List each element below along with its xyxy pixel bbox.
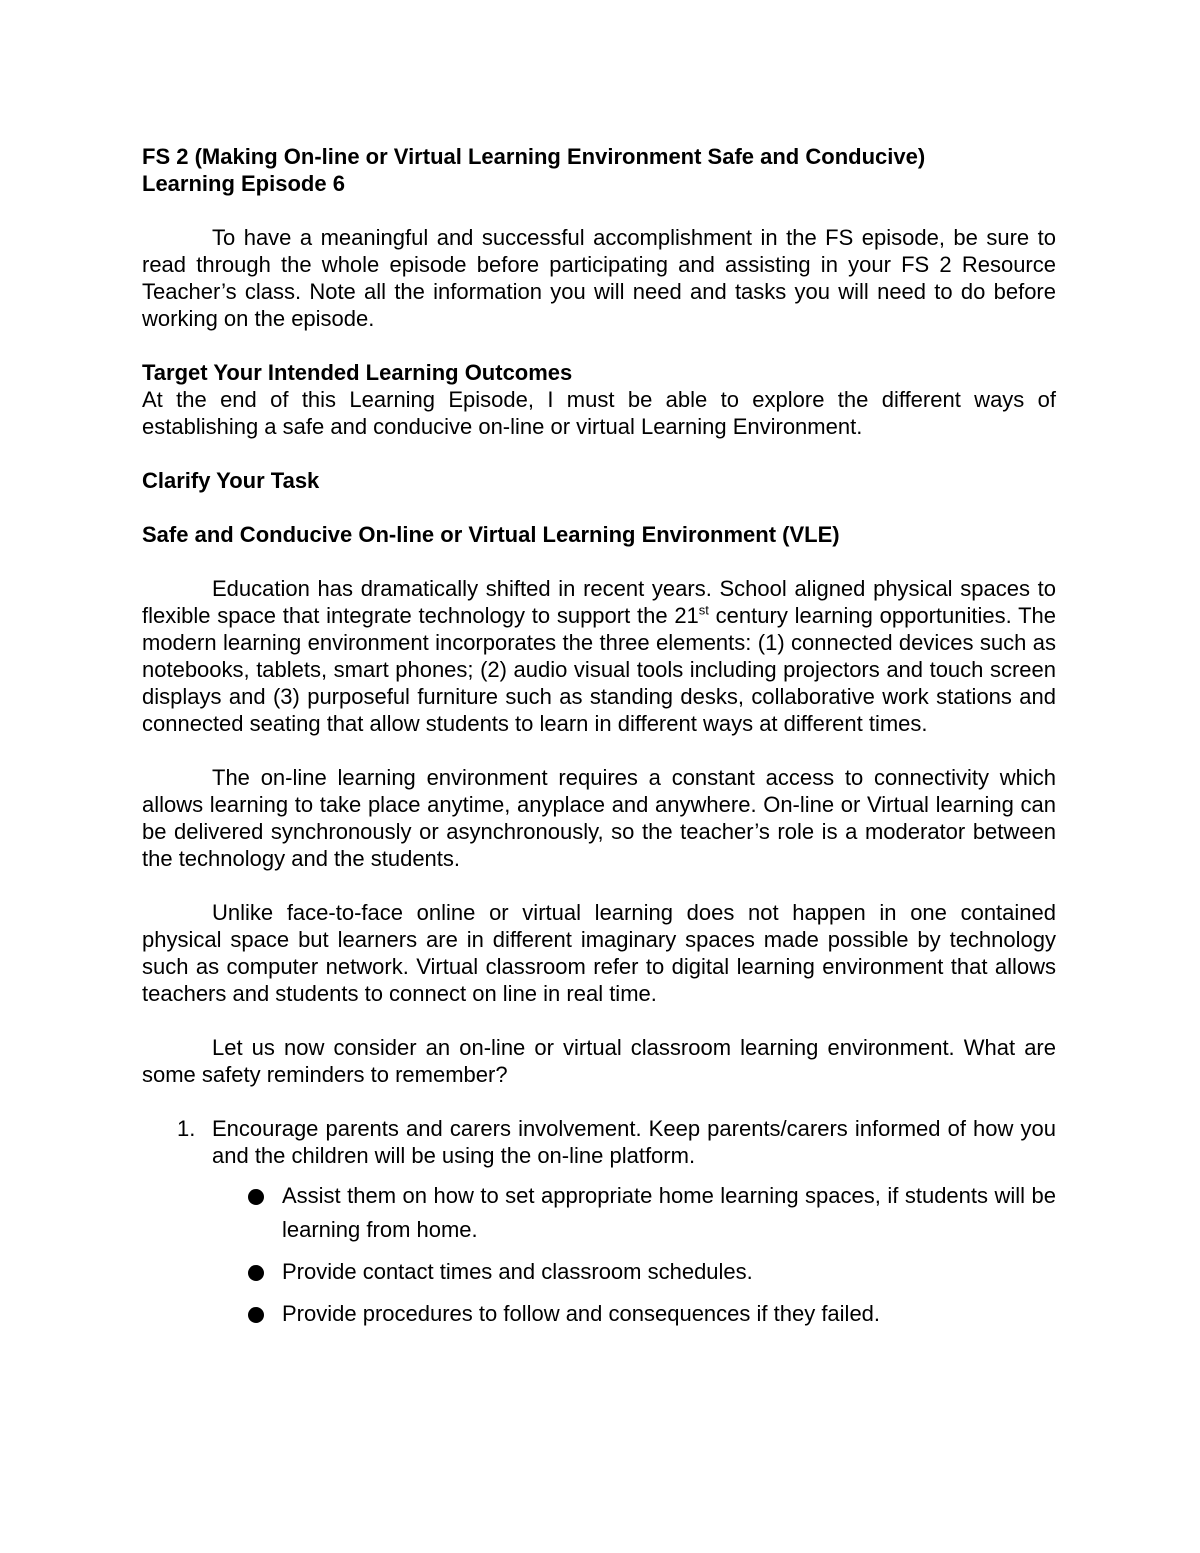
intro-paragraph: To have a meaningful and successful accomplishment in the FS episode, be sure to read through the whole episode before participating and assisting in your FS 2 Resource Teacher’s class. Note all the information you will need and tasks you will need to do before working on the episode.	[142, 225, 1056, 331]
bullet-text: Assist them on how to set appropriate home learning spaces, if students will be learning from home.	[282, 1183, 1056, 1242]
reminders-list	[142, 1115, 1056, 1169]
document-title: FS 2 (Making On-line or Virtual Learning Environment Safe and Conducive)	[142, 144, 926, 169]
reminder-sub-bullets	[142, 1179, 1056, 1331]
vle-paragraph-4: Let us now consider an on-line or virtual classroom learning environment. What are some safety reminders to remember?	[142, 1035, 1056, 1087]
reminder-number: 1.	[177, 1116, 196, 1141]
vle-paragraph-3: Unlike face-to-face online or virtual learning does not happen in one contained physical space but learners are in different imaginary spaces made possible by technology such as computer network. Virtual classroom refer to digital learning environment that allows teachers and students to connect on line in real time.	[142, 900, 1056, 1006]
outcomes-heading: Target Your Intended Learning Outcomes	[142, 360, 573, 385]
outcomes-text: At the end of this Learning Episode, I must be able to explore the different ways of establishing a safe and conducive on-line or virtual Learning Environment.	[142, 387, 1056, 439]
task-heading: Clarify Your Task	[142, 468, 320, 493]
bullet-dot-icon	[248, 1189, 264, 1205]
bullet-text: Provide contact times and classroom schedules.	[282, 1259, 753, 1284]
document-content	[142, 143, 1056, 1339]
reminder-text: Encourage parents and carers involvement. Keep parents/carers informed of how you and the children will be using the on-line platform.	[212, 1116, 1056, 1168]
bullet-item	[142, 1297, 1056, 1331]
bullet-text: Provide procedures to follow and consequences if they failed.	[282, 1301, 881, 1326]
reminder-item-1	[142, 1115, 1056, 1169]
vle-paragraph-2: The on-line learning environment requires a constant access to connectivity which allows learning to take place anytime, anyplace and anywhere. On-line or Virtual learning can be delivered synchronously or asynchronously, so the teacher’s role is a moderator between the technology and the students.	[142, 765, 1056, 871]
bullet-dot-icon	[248, 1265, 264, 1281]
bullet-item	[142, 1179, 1056, 1247]
episode-subtitle: Learning Episode 6	[142, 171, 345, 196]
bullet-dot-icon	[248, 1307, 264, 1323]
vle-paragraph-1-start: Education has dramatically shifted in recent years. School aligned physical spaces to flexible space that integrate technology to support the 21	[142, 576, 1056, 628]
vle-heading: Safe and Conducive On-line or Virtual Learning Environment (VLE)	[142, 522, 840, 547]
ordinal-suffix: st	[698, 602, 709, 618]
vle-paragraph-1	[142, 575, 1056, 737]
vle-paragraph-1-end: century learning opportunities. The modern learning environment incorporates the three elements: (1) connected devices such as notebooks, tablets, smart phones; (2) audio visual tools including projectors and touch screen displays and (3) purposeful furniture such as standing desks, collaborative work stations and connected seating that allow students to learn in different ways at different times.	[142, 603, 1056, 736]
bullet-item	[142, 1255, 1056, 1289]
